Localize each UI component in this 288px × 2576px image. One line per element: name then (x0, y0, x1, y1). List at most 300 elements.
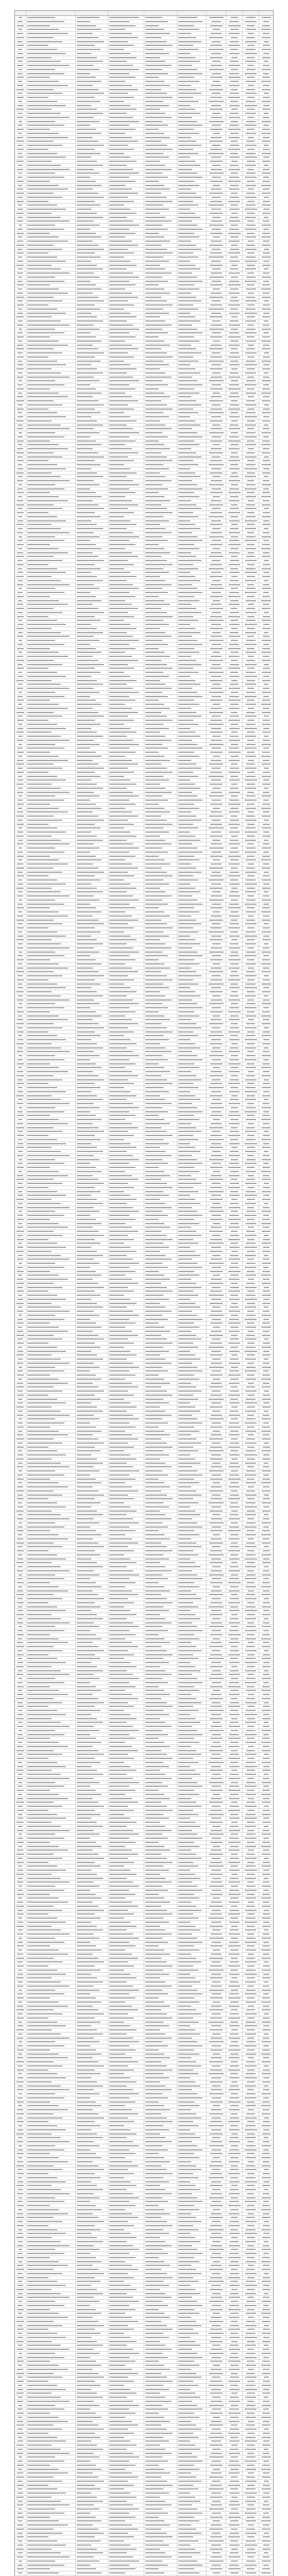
illegible-text-stroke (245, 891, 256, 892)
illegible-text-stroke (77, 229, 90, 230)
illegible-text-stroke (230, 101, 238, 102)
illegible-text-stroke (248, 863, 254, 865)
illegible-text-stroke (27, 213, 52, 214)
table-cell (76, 951, 109, 954)
table-cell (144, 567, 177, 571)
table-cell (15, 511, 26, 515)
table-cell (226, 387, 243, 391)
illegible-text-stroke (77, 732, 97, 733)
table-cell (26, 319, 76, 323)
illegible-text-stroke (16, 297, 24, 298)
table-cell (226, 447, 243, 451)
illegible-text-stroke (27, 428, 70, 429)
table-cell (144, 511, 177, 515)
table-cell (259, 799, 273, 802)
illegible-text-stroke (263, 209, 269, 210)
table-cell (144, 351, 177, 355)
illegible-text-stroke (211, 241, 222, 242)
illegible-text-stroke (210, 149, 222, 150)
illegible-text-stroke (246, 121, 256, 122)
illegible-text-stroke (247, 161, 255, 162)
table-cell (177, 846, 207, 850)
table-cell (144, 807, 177, 810)
table-cell (259, 942, 273, 946)
illegible-text-stroke (246, 588, 256, 589)
table-cell (144, 96, 177, 99)
illegible-text-stroke (246, 879, 256, 880)
illegible-text-stroke (231, 504, 238, 505)
illegible-text-stroke (16, 556, 24, 557)
illegible-text-stroke (145, 536, 162, 537)
illegible-text-stroke (212, 300, 221, 301)
illegible-text-stroke (178, 117, 192, 118)
table-row (15, 667, 273, 671)
illegible-text-stroke (209, 329, 224, 330)
table-cell (76, 839, 109, 842)
illegible-text-stroke (18, 309, 22, 310)
illegible-text-stroke (18, 963, 22, 964)
illegible-text-stroke (18, 29, 22, 30)
table-cell (108, 483, 144, 487)
table-cell (177, 324, 207, 327)
table-cell (108, 144, 144, 147)
illegible-text-stroke (109, 911, 125, 912)
table-cell (243, 579, 259, 583)
illegible-text-stroke (77, 348, 98, 349)
illegible-text-stroke (210, 939, 223, 940)
illegible-text-stroke (209, 309, 224, 310)
table-cell (243, 219, 259, 223)
illegible-text-stroke (27, 372, 61, 374)
illegible-text-stroke (77, 884, 91, 885)
illegible-text-stroke (248, 760, 254, 761)
table-cell (243, 48, 259, 52)
table-cell (76, 56, 109, 60)
illegible-text-stroke (245, 664, 257, 665)
illegible-text-stroke (178, 284, 194, 285)
illegible-text-stroke (178, 736, 200, 737)
illegible-text-stroke (27, 436, 64, 437)
table-cell (226, 743, 243, 747)
table-cell (108, 783, 144, 786)
illegible-text-stroke (27, 241, 68, 242)
table-cell (177, 216, 207, 219)
table-cell (76, 100, 109, 104)
illegible-text-stroke (18, 217, 23, 218)
illegible-text-stroke (18, 612, 23, 613)
table-cell (76, 299, 109, 303)
illegible-text-stroke (145, 268, 165, 269)
illegible-text-stroke (18, 820, 23, 821)
table-cell (76, 958, 109, 962)
illegible-text-stroke (229, 21, 239, 22)
table-cell (144, 423, 177, 427)
illegible-text-stroke (178, 213, 195, 214)
table-cell (243, 791, 259, 794)
illegible-text-stroke (228, 97, 240, 98)
table-cell (108, 116, 144, 120)
table-cell (226, 192, 243, 195)
illegible-text-stroke (263, 325, 269, 326)
table-cell (243, 324, 259, 327)
table-cell (15, 303, 26, 307)
illegible-text-stroke (27, 843, 70, 844)
illegible-text-stroke (109, 236, 125, 238)
table-cell (76, 926, 109, 930)
table-cell (108, 200, 144, 204)
illegible-text-stroke (212, 955, 221, 956)
illegible-text-stroke (262, 17, 271, 18)
illegible-text-stroke (77, 764, 98, 765)
illegible-text-stroke (228, 720, 240, 721)
table-cell (108, 88, 144, 92)
table-row (15, 719, 273, 723)
illegible-text-stroke (178, 584, 192, 585)
illegible-text-stroke (77, 341, 101, 342)
table-cell (108, 687, 144, 690)
illegible-text-stroke (27, 692, 55, 693)
illegible-text-stroke (211, 85, 222, 86)
illegible-text-stroke (229, 792, 240, 793)
table-cell (207, 743, 226, 747)
table-cell (108, 260, 144, 263)
table-cell (177, 80, 207, 83)
illegible-text-stroke (178, 740, 192, 741)
illegible-text-stroke (77, 720, 95, 721)
illegible-text-stroke (228, 252, 240, 253)
table-cell (259, 399, 273, 403)
illegible-text-stroke (27, 205, 57, 206)
illegible-text-stroke (213, 808, 220, 809)
illegible-text-stroke (109, 249, 128, 250)
illegible-text-stroke (145, 616, 173, 617)
table-cell (144, 331, 177, 335)
illegible-text-stroke (18, 53, 23, 54)
table-cell (26, 711, 76, 715)
table-cell (108, 188, 144, 191)
table-cell (108, 719, 144, 722)
table-cell (15, 799, 26, 802)
illegible-text-stroke (77, 792, 94, 793)
table-cell (226, 260, 243, 263)
illegible-text-stroke (77, 149, 95, 150)
table-row (15, 312, 273, 316)
illegible-text-stroke (178, 664, 201, 665)
illegible-text-stroke (247, 856, 255, 857)
illegible-text-stroke (211, 863, 222, 865)
illegible-text-stroke (77, 588, 99, 589)
illegible-text-stroke (231, 680, 238, 681)
illegible-text-stroke (145, 400, 161, 401)
illegible-text-stroke (27, 316, 52, 317)
illegible-text-stroke (77, 724, 100, 725)
table-cell (226, 862, 243, 866)
illegible-text-stroke (178, 863, 191, 865)
table-cell (108, 591, 144, 595)
illegible-text-stroke (210, 129, 223, 130)
illegible-text-stroke (145, 724, 163, 725)
table-row (15, 188, 273, 192)
illegible-text-stroke (109, 931, 124, 933)
table-cell (177, 132, 207, 135)
table-cell (207, 212, 226, 215)
table-row (15, 260, 273, 264)
table-cell (207, 946, 226, 950)
illegible-text-stroke (246, 712, 255, 713)
table-cell (207, 347, 226, 351)
table-cell (207, 459, 226, 463)
table-cell (76, 547, 109, 551)
table-cell (243, 467, 259, 471)
table-cell (15, 903, 26, 906)
table-cell (15, 104, 26, 108)
table-cell (177, 667, 207, 670)
table-cell (15, 120, 26, 124)
table-cell (243, 511, 259, 515)
table-cell (76, 890, 109, 894)
table-cell (177, 312, 207, 315)
table-row (15, 463, 273, 467)
table-row (15, 299, 273, 303)
illegible-text-stroke (231, 732, 238, 733)
illegible-text-stroke (17, 843, 23, 844)
table-cell (207, 379, 226, 383)
illegible-text-stroke (178, 520, 190, 521)
table-cell (108, 160, 144, 163)
table-cell (15, 376, 26, 379)
table-cell (26, 683, 76, 686)
illegible-text-stroke (178, 843, 192, 844)
illegible-text-stroke (27, 141, 54, 142)
illegible-text-stroke (231, 89, 238, 90)
illegible-text-stroke (246, 277, 256, 278)
illegible-text-stroke (109, 848, 139, 849)
illegible-text-stroke (145, 676, 169, 677)
illegible-text-stroke (27, 556, 54, 557)
illegible-text-stroke (178, 628, 195, 629)
table-cell (26, 479, 76, 483)
illegible-text-stroke (212, 788, 221, 789)
table-cell (76, 88, 109, 92)
illegible-text-stroke (264, 840, 268, 841)
table-cell (207, 719, 226, 722)
illegible-text-stroke (262, 588, 271, 589)
illegible-text-stroke (109, 137, 132, 138)
table-row (15, 942, 273, 946)
table-cell (108, 447, 144, 451)
illegible-text-stroke (77, 29, 101, 30)
table-cell (76, 611, 109, 615)
illegible-text-stroke (209, 620, 224, 621)
illegible-text-stroke (178, 45, 193, 46)
table-cell (26, 483, 76, 487)
illegible-text-stroke (145, 372, 165, 374)
table-cell (243, 124, 259, 127)
illegible-text-stroke (145, 273, 172, 274)
illegible-text-stroke (261, 185, 271, 186)
illegible-text-stroke (18, 923, 23, 924)
illegible-text-stroke (262, 193, 270, 194)
table-cell (26, 951, 76, 954)
illegible-text-stroke (77, 516, 100, 517)
table-cell (243, 415, 259, 419)
table-cell (243, 355, 259, 359)
illegible-text-stroke (231, 213, 238, 214)
table-cell (144, 671, 177, 674)
table-cell (177, 387, 207, 391)
table-cell (108, 367, 144, 371)
illegible-text-stroke (262, 420, 270, 421)
table-cell (226, 663, 243, 667)
illegible-text-stroke (245, 832, 257, 833)
illegible-text-stroke (17, 740, 23, 741)
illegible-text-stroke (19, 432, 22, 433)
table-cell (26, 124, 76, 127)
table-cell (15, 152, 26, 156)
table-cell (243, 319, 259, 323)
table-cell (15, 324, 26, 327)
table-cell (177, 547, 207, 551)
table-cell (177, 415, 207, 419)
table-cell (144, 747, 177, 750)
illegible-text-stroke (77, 69, 99, 70)
illegible-text-stroke (246, 744, 256, 745)
table-row (15, 842, 273, 846)
table-cell (108, 887, 144, 890)
table-cell (144, 771, 177, 774)
table-row (15, 675, 273, 679)
table-cell (26, 755, 76, 758)
illegible-text-stroke (263, 916, 269, 917)
illegible-text-stroke (262, 492, 270, 493)
illegible-text-stroke (209, 744, 224, 745)
illegible-text-stroke (109, 640, 139, 641)
table-cell (15, 739, 26, 742)
table-cell (15, 919, 26, 922)
illegible-text-stroke (17, 233, 24, 234)
table-cell (207, 423, 226, 427)
table-cell (243, 427, 259, 431)
table-cell (15, 272, 26, 275)
illegible-text-stroke (246, 49, 256, 50)
table-cell (243, 92, 259, 95)
table-cell (207, 296, 226, 299)
table-cell (26, 707, 76, 710)
table-cell (259, 392, 273, 395)
illegible-text-stroke (19, 484, 22, 485)
table-cell (144, 715, 177, 718)
illegible-text-stroke (109, 859, 125, 860)
table-cell (226, 787, 243, 790)
table-cell (177, 751, 207, 754)
table-cell (76, 523, 109, 527)
illegible-text-stroke (211, 396, 222, 397)
table-cell (76, 739, 109, 742)
table-cell (207, 483, 226, 487)
illegible-text-stroke (77, 49, 100, 50)
table-cell (177, 208, 207, 211)
table-cell (226, 499, 243, 503)
table-cell (26, 116, 76, 120)
illegible-text-stroke (246, 556, 255, 557)
illegible-text-stroke (77, 284, 96, 285)
illegible-text-stroke (77, 596, 96, 597)
table-cell (76, 655, 109, 658)
illegible-text-stroke (246, 516, 256, 517)
illegible-text-stroke (77, 564, 95, 565)
illegible-text-stroke (109, 113, 127, 114)
illegible-text-stroke (178, 552, 191, 553)
illegible-text-stroke (109, 297, 138, 298)
table-cell (144, 479, 177, 483)
illegible-text-stroke (178, 784, 195, 785)
table-cell (226, 208, 243, 211)
illegible-text-stroke (229, 436, 239, 437)
illegible-text-stroke (263, 261, 269, 262)
table-cell (15, 56, 26, 60)
table-cell (15, 503, 26, 507)
table-cell (15, 942, 26, 946)
illegible-text-stroke (229, 125, 239, 126)
table-cell (76, 335, 109, 339)
table-cell (259, 192, 273, 195)
table-row (15, 695, 273, 699)
table-cell (108, 272, 144, 275)
illegible-text-stroke (230, 217, 239, 218)
illegible-text-stroke (27, 528, 61, 529)
table-cell (243, 623, 259, 626)
illegible-text-stroke (109, 480, 133, 481)
illegible-text-stroke (109, 820, 128, 821)
illegible-text-stroke (264, 891, 268, 892)
table-cell (108, 351, 144, 355)
table-cell (177, 887, 207, 890)
table-cell (26, 431, 76, 435)
table-cell (76, 807, 109, 810)
table-cell (76, 910, 109, 914)
table-cell (15, 759, 26, 762)
table-cell (144, 200, 177, 204)
table-cell (26, 651, 76, 654)
illegible-text-stroke (263, 364, 269, 365)
table-cell (226, 563, 243, 567)
illegible-text-stroke (229, 843, 240, 844)
table-row (15, 543, 273, 547)
table-cell (108, 871, 144, 874)
table-cell (15, 747, 26, 750)
table-cell (243, 292, 259, 295)
table-cell (207, 867, 226, 870)
illegible-text-stroke (145, 852, 168, 853)
table-cell (76, 28, 109, 31)
table-cell (15, 331, 26, 335)
table-row (15, 212, 273, 216)
illegible-text-stroke (228, 77, 241, 78)
table-cell (243, 296, 259, 299)
table-cell (177, 910, 207, 914)
table-cell (259, 595, 273, 599)
table-cell (76, 935, 109, 938)
table-cell (76, 148, 109, 151)
illegible-text-stroke (27, 616, 48, 617)
illegible-text-stroke (231, 17, 238, 18)
illegible-text-stroke (245, 923, 257, 924)
illegible-text-stroke (247, 377, 254, 378)
table-cell (26, 874, 76, 878)
illegible-text-stroke (17, 907, 24, 908)
table-cell (226, 491, 243, 495)
illegible-text-stroke (211, 189, 222, 190)
